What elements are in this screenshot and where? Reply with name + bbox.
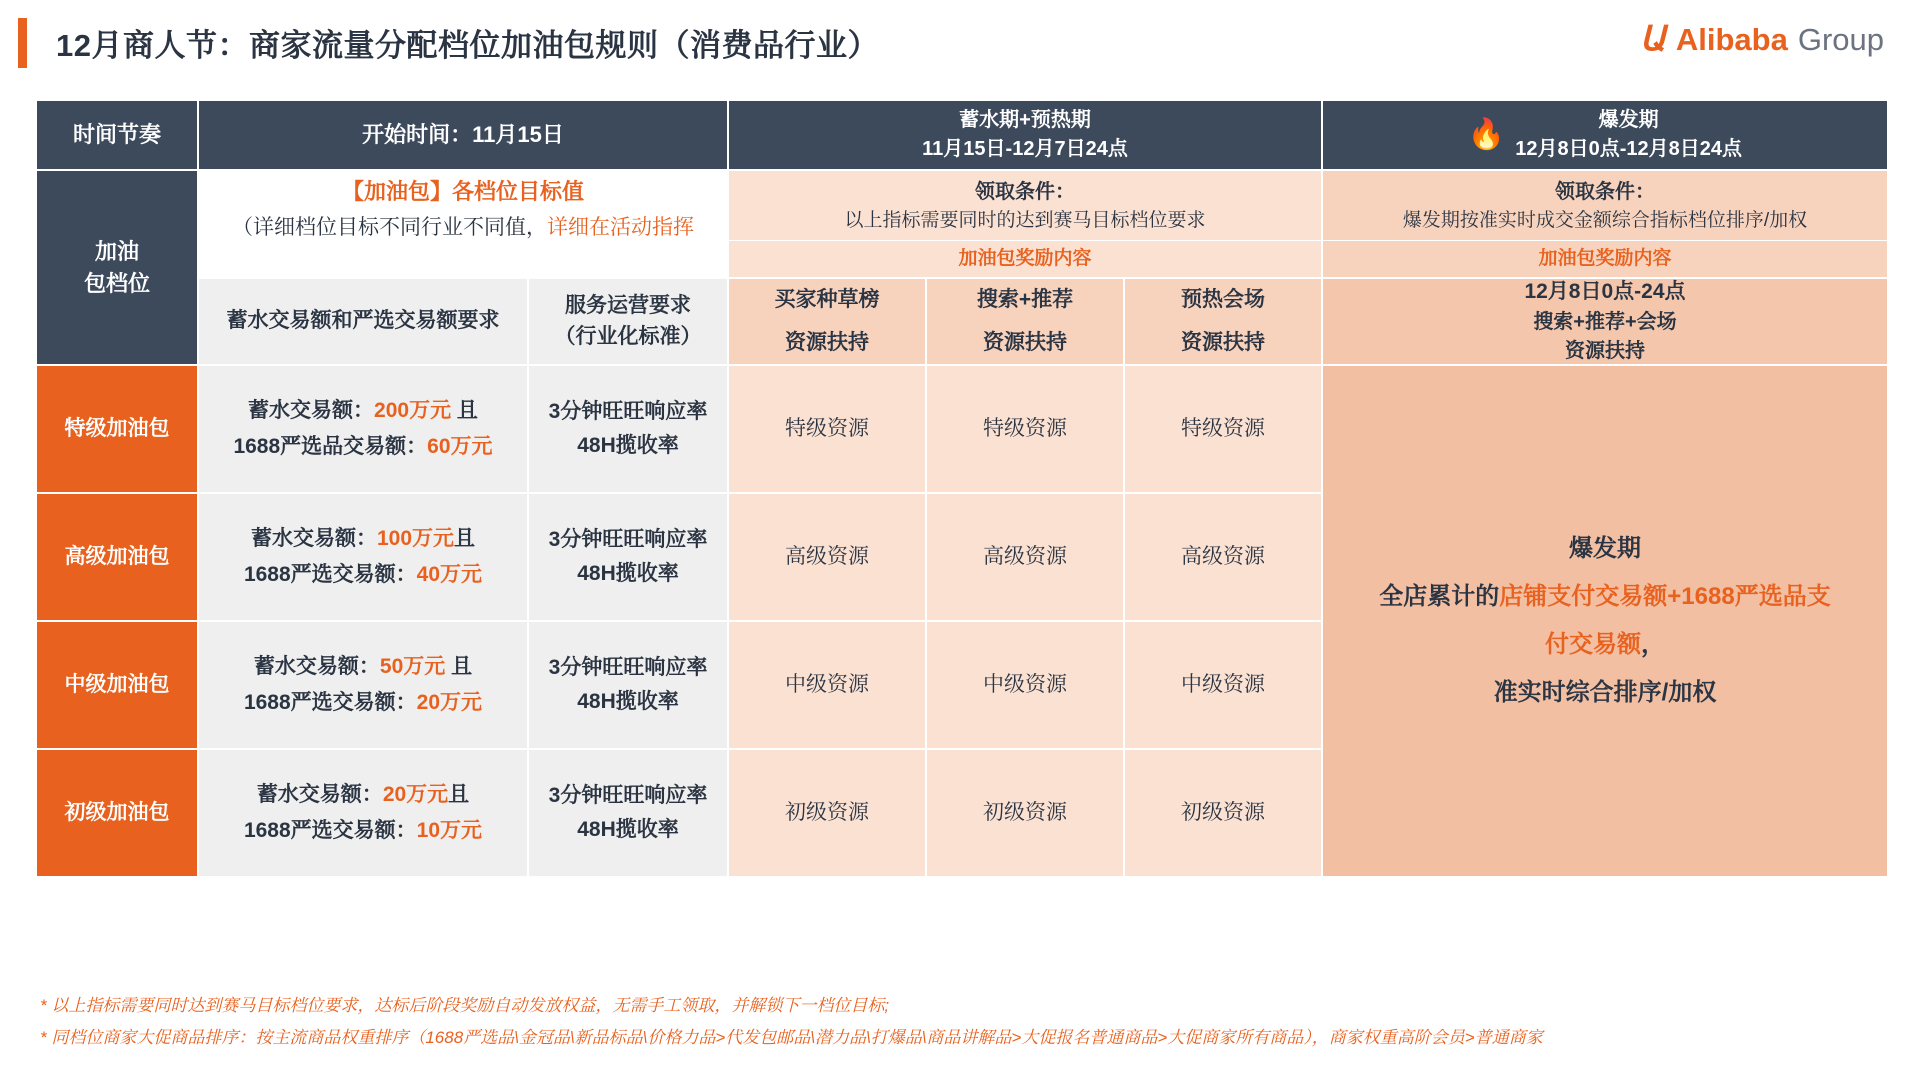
row-resource-c3: 特级资源 — [1124, 365, 1322, 493]
col-header-burst — [1322, 278, 1888, 365]
burst-line4: 准实时综合排序/加权 — [1493, 679, 1717, 706]
row-service-line2: 48H揽收率 — [577, 818, 679, 841]
row-deal-val2: 40万元 — [416, 563, 483, 586]
footnote-1: * 以上指标需要同时达到赛马目标档位要求，达标后阶段奖励自动发放权益，无需手工领取，并解锁下一档位目标; — [40, 996, 890, 1015]
row-deal-requirement — [198, 749, 528, 877]
col-header-burst-line1: 12月8日0点-24点 — [1524, 280, 1686, 304]
header-burst-line1: 爆发期 — [1598, 109, 1659, 131]
row-deal-pre1: 蓄水交易额： — [250, 527, 377, 551]
row-service-line1: 3分钟旺旺响应率 — [548, 784, 708, 808]
row-deal-val2: 10万元 — [416, 819, 483, 842]
row-deal-suf1: 且 — [448, 783, 470, 807]
row-deal-suf1: 且 — [451, 399, 478, 423]
table-row — [36, 365, 1322, 493]
col-header-c2-line2: 资源扶持 — [983, 330, 1067, 354]
row-deal-requirement — [198, 621, 528, 749]
row-resource-c3: 初级资源 — [1124, 749, 1322, 877]
col-header-deal-label: 蓄水交易额和严选交易额要求 — [226, 309, 500, 333]
table-subheader-row — [198, 240, 1888, 365]
row-service-line2: 48H揽收率 — [577, 562, 679, 585]
goal-title: 【加油包】各档位目标值 — [341, 179, 584, 204]
row-deal-line1 — [251, 521, 475, 557]
goal-desc-link[interactable]: 详细在活动指挥 — [547, 216, 694, 239]
row-deal-pre2: 1688严选交易额： — [243, 691, 417, 714]
row-tier-label: 中级加油包 — [36, 621, 198, 749]
row-deal-suf1: 且 — [454, 527, 476, 551]
row-deal-requirement — [198, 365, 528, 493]
row-resource-c3: 高级资源 — [1124, 493, 1322, 621]
row-tier-label: 高级加油包 — [36, 493, 198, 621]
header-warmup-line2: 11月15日-12月7日24点 — [922, 138, 1128, 160]
row-deal-val2: 60万元 — [427, 435, 493, 458]
header-timeline-label: 时间节奏 — [36, 100, 198, 170]
col-header-c3-line1: 预热会场 — [1181, 288, 1265, 312]
row-resource-c2: 高级资源 — [926, 493, 1124, 621]
burst-line2-a: 全店累计的 — [1379, 583, 1500, 610]
brand-group: Group — [1797, 21, 1884, 57]
row-resource-c2: 中级资源 — [926, 621, 1124, 749]
goal-spacer — [198, 240, 728, 278]
col-header-c3-line2: 资源扶持 — [1181, 330, 1265, 354]
warmup-condition — [728, 170, 1322, 242]
row-deal-pre1: 蓄水交易额： — [248, 399, 375, 423]
row-deal-line2 — [244, 557, 482, 593]
goal-desc-part1: （详细档位目标不同行业不同值， — [232, 216, 547, 239]
row-service-line1: 3分钟旺旺响应率 — [548, 656, 708, 680]
row-resource-c2: 初级资源 — [926, 749, 1124, 877]
table-header-row — [36, 100, 1888, 170]
col-header-service — [528, 278, 728, 365]
table-row — [36, 493, 1322, 621]
col-header-c2 — [926, 278, 1124, 365]
warmup-condition-text: 以上指标需要同时的达到赛马目标档位要求 — [844, 209, 1206, 231]
row-resource-c2: 特级资源 — [926, 365, 1124, 493]
row-deal-pre2: 1688严选品交易额： — [233, 435, 428, 458]
tier-column-label — [36, 170, 198, 365]
row-service-line2: 48H揽收率 — [577, 690, 679, 713]
row-resource-c1: 高级资源 — [728, 493, 926, 621]
row-service-requirement — [528, 493, 728, 621]
header-burst-line2: 12月8日0点-12月8日24点 — [1515, 138, 1743, 160]
row-service-requirement — [528, 621, 728, 749]
burst-line1: 爆发期 — [1569, 535, 1641, 562]
col-header-burst-line2: 搜索+推荐+会场 — [1533, 310, 1677, 333]
burst-line3-b: ， — [1641, 631, 1665, 658]
col-header-burst-line3: 资源扶持 — [1565, 339, 1645, 362]
row-deal-pre2: 1688严选交易额： — [243, 563, 417, 586]
burst-line3 — [1545, 621, 1665, 669]
row-service-requirement — [528, 749, 728, 877]
row-deal-suf1: 且 — [445, 655, 473, 679]
burst-line2 — [1379, 573, 1830, 621]
goal-description — [232, 212, 694, 244]
reward-label-warmup: 加油包奖励内容 — [728, 240, 1322, 278]
row-service-line1: 3分钟旺旺响应率 — [548, 400, 708, 424]
col-header-service-line2: （行业化标准） — [554, 324, 702, 348]
header-warmup-line1: 蓄水期+预热期 — [959, 109, 1091, 131]
burst-summary-cell — [1322, 365, 1888, 877]
row-deal-pre1: 蓄水交易额： — [256, 783, 383, 807]
footnotes — [40, 990, 1890, 1055]
col-header-deal — [198, 278, 528, 365]
row-deal-val1: 20万元 — [382, 783, 449, 807]
burst-condition — [1322, 170, 1888, 242]
rules-table — [36, 100, 1888, 877]
row-deal-line1 — [254, 649, 472, 685]
row-deal-val1: 200万元 — [374, 399, 452, 423]
table-body — [36, 365, 1888, 877]
tier-column-label-line1: 加油 — [94, 238, 139, 264]
flame-icon: 🔥 — [1467, 118, 1506, 152]
row-service-line2: 48H揽收率 — [577, 434, 679, 457]
burst-condition-text: 爆发期按准实时成交金额综合指标档位排序/加权 — [1402, 209, 1808, 231]
header-start-time: 开始时间：11月15日 — [198, 100, 728, 170]
row-service-line1: 3分钟旺旺响应率 — [548, 528, 708, 552]
row-resource-c1: 特级资源 — [728, 365, 926, 493]
row-deal-pre2: 1688严选交易额： — [243, 819, 417, 842]
brand-logo — [1640, 22, 1884, 56]
row-deal-val1: 50万元 — [379, 655, 446, 679]
header-warmup-period — [728, 100, 1322, 170]
row-tier-label: 初级加油包 — [36, 749, 198, 877]
row-deal-line2 — [244, 685, 482, 721]
row-deal-line2 — [233, 429, 492, 465]
row-deal-line2 — [244, 813, 482, 849]
footnote-2: * 同档位商家大促商品排序：按主流商品权重排序（1688严选品\金冠品\新品标品\价格力品>代发包邮品\潜力品\打爆品\商品讲解品>大促报名普通商品>大促商家所有商品），商家权重高阶会员>普通商家 — [40, 1028, 1543, 1048]
row-resource-c3: 中级资源 — [1124, 621, 1322, 749]
header-burst-period — [1322, 100, 1888, 170]
row-resource-c1: 中级资源 — [728, 621, 926, 749]
table-row — [36, 621, 1322, 749]
col-header-c2-line1: 搜索+推荐 — [976, 288, 1074, 312]
col-header-c1-line2: 资源扶持 — [785, 330, 869, 354]
row-deal-line1 — [257, 777, 469, 813]
row-deal-val1: 100万元 — [376, 527, 455, 551]
brand-name: Alibaba — [1675, 21, 1788, 57]
reward-label-burst: 加油包奖励内容 — [1322, 240, 1888, 278]
row-deal-line1 — [248, 393, 478, 429]
table-row — [36, 749, 1322, 877]
col-header-service-line1: 服务运营要求 — [565, 294, 691, 318]
col-header-c3 — [1124, 278, 1322, 365]
tier-column-label-line2: 包档位 — [83, 270, 150, 296]
row-resource-c1: 初级资源 — [728, 749, 926, 877]
alibaba-mark-icon: Ա — [1639, 20, 1666, 58]
col-header-c1-line1: 买家种草榜 — [774, 288, 880, 312]
row-deal-pre1: 蓄水交易额： — [253, 655, 380, 679]
col-header-c1 — [728, 278, 926, 365]
row-tier-label: 特级加油包 — [36, 365, 198, 493]
row-deal-val2: 20万元 — [416, 691, 483, 714]
burst-line2-b: 店铺支付交易额+1688严选品支 — [1499, 583, 1831, 610]
page-title: 12月商人节：商家流量分配档位加油包规则（消费品行业） — [56, 28, 879, 63]
header — [0, 0, 1920, 86]
title-accent-bar — [18, 18, 27, 68]
warmup-condition-title: 领取条件： — [975, 180, 1075, 203]
row-deal-requirement — [198, 493, 528, 621]
row-service-requirement — [528, 365, 728, 493]
burst-line3-a: 付交易额 — [1545, 631, 1641, 658]
burst-condition-title: 领取条件： — [1555, 180, 1655, 203]
